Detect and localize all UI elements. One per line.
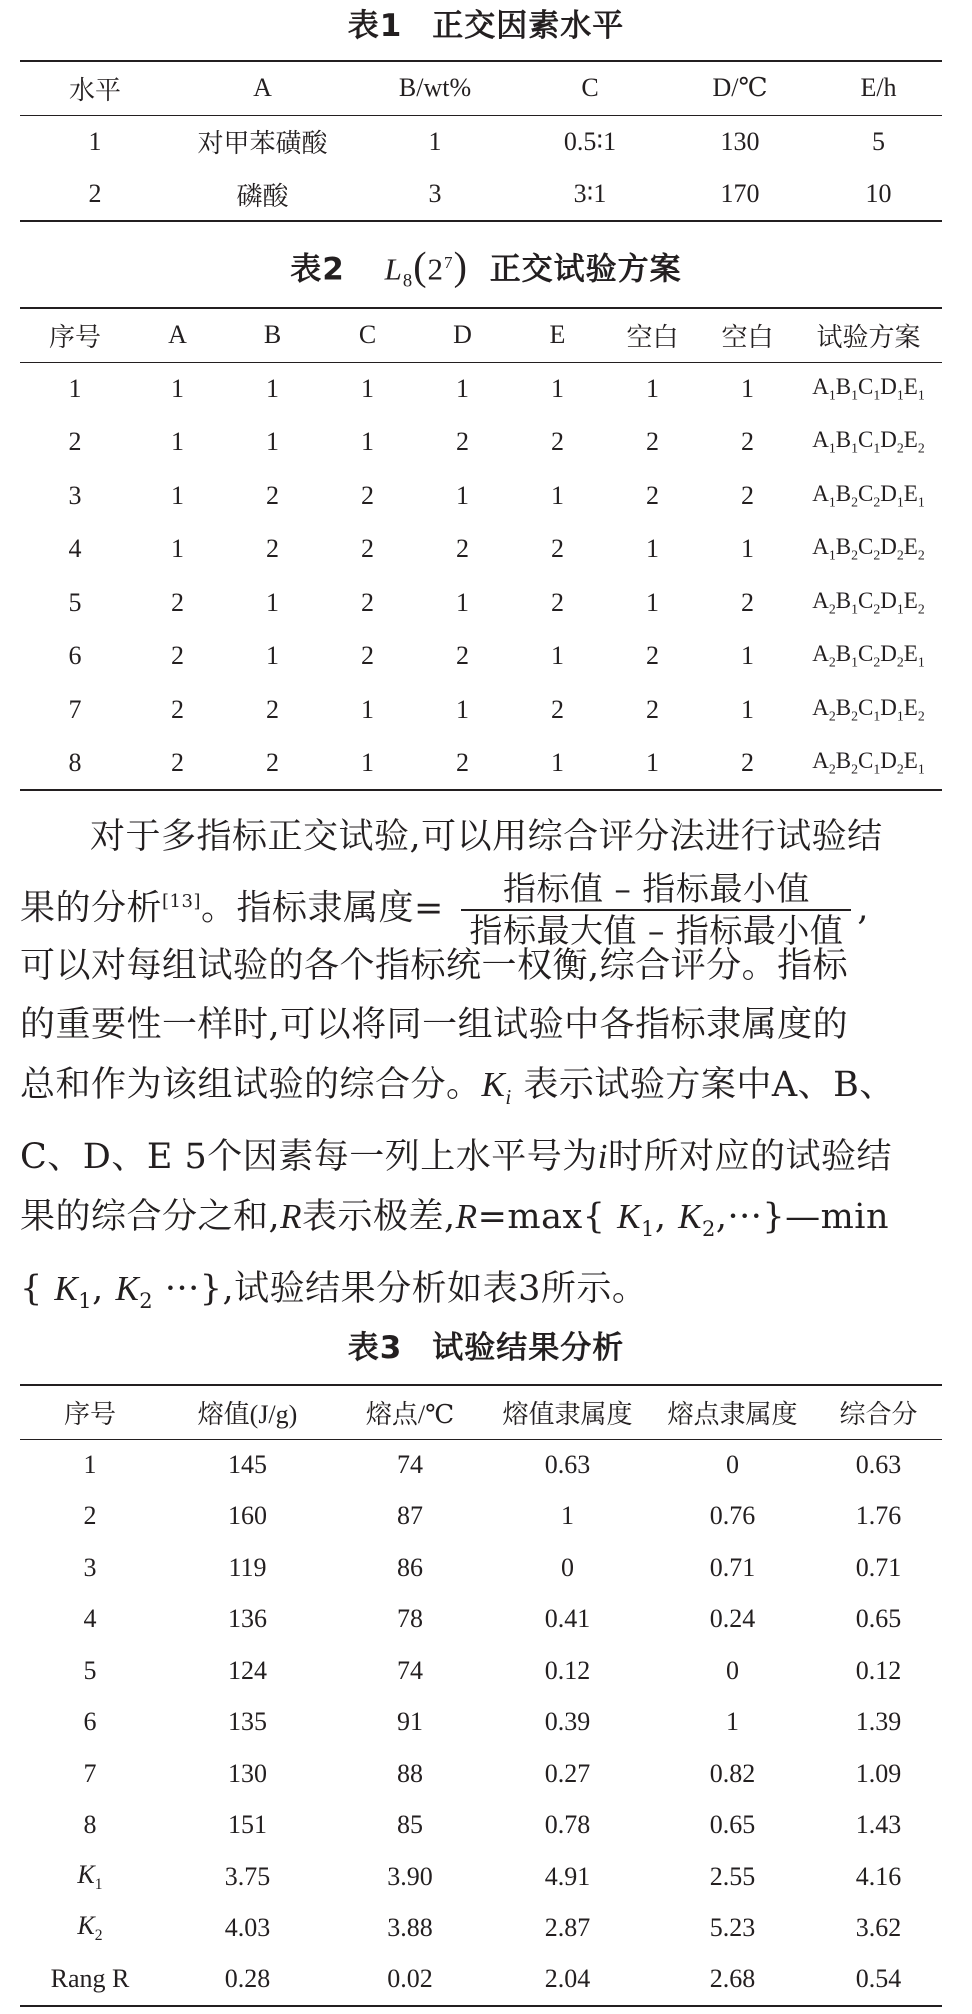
para-line-8: { $K_1$, $K_2$ ···},试验结果分析如表3所示。	[20, 1269, 648, 1313]
table3-k-row	[20, 1851, 942, 1903]
table2-cell: 1	[741, 641, 754, 671]
para-line-6: C、D、E 5个因素每一列上水平号为i时所对应的试验结	[20, 1137, 893, 1177]
table1-cell: 170	[720, 179, 760, 208]
table3-cell: 91	[397, 1707, 423, 1737]
table2-cell: 1	[456, 480, 469, 510]
table2-cell: 2	[266, 480, 279, 510]
table2	[20, 307, 942, 791]
table2-scheme-cell: $A_1B_1C_1D_2E_2$	[812, 427, 925, 457]
table2-header-cell: 试验方案	[816, 322, 921, 352]
table2-cell: 1	[456, 694, 469, 724]
table3-cell: 0.82	[709, 1758, 756, 1788]
table2-cell: 1	[551, 374, 564, 403]
table3-cell: 0.24	[709, 1604, 756, 1634]
table2-cell: 2	[646, 427, 659, 457]
table2-cell: 2	[361, 641, 374, 671]
table1-cell: 1	[428, 126, 442, 156]
table3-cell: 8	[83, 1810, 97, 1840]
table1-cell: 对甲苯磺酸	[197, 129, 328, 159]
table3-cell: 0	[726, 1655, 739, 1685]
table3-cell: 87	[397, 1501, 423, 1531]
table2-cell: 1	[646, 587, 659, 617]
table3-cell: 1	[726, 1707, 739, 1737]
table3-cell: 3.90	[387, 1861, 433, 1891]
table1-row	[20, 168, 942, 221]
table1-cell: 130	[720, 126, 760, 156]
table1-caption	[0, 6, 972, 46]
table1-header-cell: B/wt%	[398, 73, 472, 103]
table3-k-label: $K_2$	[77, 1911, 103, 1945]
table3-k-label: $K_1$	[77, 1859, 103, 1893]
table2-row	[20, 416, 942, 470]
table3-cell: 0.78	[544, 1810, 591, 1840]
table3-cell: 135	[228, 1707, 267, 1737]
table2-cell: 2	[741, 427, 754, 457]
table3-row	[20, 1800, 942, 1852]
table3-cell: 2.68	[709, 1964, 756, 1994]
table2-cell: 2	[551, 534, 564, 564]
table3-cell: 136	[228, 1604, 267, 1634]
table3-cell: 0.12	[855, 1655, 902, 1685]
table2-cell: 1	[551, 641, 564, 671]
table3-range-row	[20, 1954, 942, 2006]
table3-cell: 0.63	[544, 1450, 591, 1479]
table2-cell: 1	[68, 374, 82, 403]
table3-cell: 1.09	[855, 1758, 902, 1788]
table2-cell: 2	[68, 427, 82, 457]
table2-cell: 2	[456, 747, 469, 777]
table2-cell: 2	[646, 480, 659, 510]
table3-row	[20, 1439, 942, 1491]
table3-row	[20, 1594, 942, 1646]
table3-cell: 0.28	[224, 1964, 271, 1994]
table3-cell: 0.41	[544, 1604, 591, 1634]
table1-cell: 磷酸	[236, 181, 289, 211]
table2-scheme-cell: $A_1B_1C_1D_1E_1$	[812, 374, 925, 403]
table2-row	[20, 630, 942, 684]
table3-cell: 0.54	[855, 1964, 902, 1994]
table2-cell: 2	[171, 694, 184, 724]
table3-cell: 0.65	[855, 1604, 902, 1634]
table3-cell: 145	[228, 1450, 267, 1479]
table3-cell: 78	[397, 1604, 423, 1634]
table2-cell: 4	[68, 534, 82, 564]
table2-cell: 2	[456, 641, 469, 671]
table2-cell: 2	[171, 641, 184, 671]
para-line-1: 对于多指标正交试验,可以用综合评分法进行试验结	[90, 817, 883, 857]
table2-cell: 1	[361, 694, 374, 724]
table1-header-cell: E/h	[860, 73, 897, 103]
table2-row	[20, 523, 942, 577]
table3-cell: 2	[83, 1501, 97, 1531]
table2-cell: 2	[551, 694, 564, 724]
table3-cell: 4.91	[544, 1861, 591, 1891]
table2-cell: 1	[171, 374, 184, 403]
table2-cell: 7	[68, 694, 82, 724]
table2-cell: 2	[456, 427, 469, 457]
table1-title: 正交因素水平	[432, 8, 625, 44]
table2-design-symbol: $L_8(2^7)$	[384, 243, 468, 292]
table2-scheme-cell: $A_2B_1C_2D_2E_1$	[812, 641, 925, 671]
table3-cell: 88	[397, 1758, 423, 1788]
table2-cell: 1	[266, 374, 279, 403]
table1-cell: 0.5∶1	[563, 126, 617, 156]
table3-cell: 0.71	[855, 1552, 902, 1582]
table2-cell: 2	[361, 587, 374, 617]
table2-row	[20, 737, 942, 791]
table2-header-cell: E	[549, 320, 566, 350]
table1-cell: 3∶1	[573, 179, 607, 208]
table2-cell: 1	[361, 427, 374, 457]
table2-caption	[0, 243, 972, 302]
table1-header-row	[20, 61, 942, 115]
table2-cell: 2	[266, 747, 279, 777]
table3-k-row	[20, 1903, 942, 1955]
table2-cell: 2	[646, 641, 659, 671]
table3-cell: 2.87	[544, 1913, 591, 1943]
formula-numerator: 指标值 – 指标最小值	[461, 869, 851, 911]
table2-label: 表2	[290, 251, 345, 288]
table3-cell: 151	[228, 1810, 267, 1840]
table3-header-cell: 熔点/℃	[365, 1399, 455, 1429]
table2-cell: 2	[741, 587, 754, 617]
table2-cell: 2	[741, 747, 754, 777]
table2-cell: 1	[171, 534, 184, 564]
table3-cell: 0.63	[855, 1450, 902, 1479]
table3-cell: 1.43	[855, 1810, 902, 1840]
table2-cell: 1	[171, 427, 184, 457]
table2-cell: 2	[171, 747, 184, 777]
citation-ref: [13]	[162, 891, 201, 912]
table2-cell: 2	[741, 480, 754, 510]
table2-scheme-cell: $A_2B_1C_2D_1E_2$	[812, 587, 925, 617]
table3-cell: 0.12	[544, 1655, 591, 1685]
table3-cell: 130	[228, 1758, 267, 1788]
table2-cell: 1	[646, 534, 659, 564]
table2-cell: 5	[68, 587, 82, 617]
table3-header-cell: 综合分	[839, 1399, 918, 1429]
para-line-5: 总和作为该组试验的综合分。$K_i$ 表示试验方案中A、B、	[20, 1065, 895, 1109]
table3-cell: 160	[228, 1501, 267, 1531]
table2-header-cell: 序号	[48, 322, 101, 352]
table2-header-row	[20, 308, 942, 362]
table3-label: 表3	[347, 1330, 403, 1366]
para-line-4: 的重要性一样时,可以将同一组试验中各指标隶属度的	[20, 1005, 849, 1045]
table2-cell: 2	[266, 694, 279, 724]
table3-header-row	[20, 1385, 942, 1439]
table3-cell: 1.39	[855, 1707, 902, 1737]
table3-cell: 86	[397, 1552, 423, 1582]
table2-cell: 1	[646, 747, 659, 777]
table3-range-label: Rang R	[50, 1964, 130, 1994]
table3-cell: 2.04	[544, 1964, 591, 1994]
table2-cell: 1	[361, 374, 374, 403]
table2-header-cell: C	[358, 320, 377, 350]
table2-row	[20, 469, 942, 523]
table3-cell: 3.62	[855, 1913, 902, 1943]
table3-cell: 1	[561, 1501, 574, 1531]
table2-header-cell: 空白	[626, 322, 679, 352]
table3-row	[20, 1542, 942, 1594]
table2-cell: 2	[456, 534, 469, 564]
table3-cell: 0.02	[387, 1964, 433, 1994]
table3-header-cell: 熔值隶属度	[502, 1399, 633, 1429]
table2-scheme-cell: $A_2B_2C_1D_2E_1$	[812, 747, 925, 777]
table2-cell: 2	[551, 587, 564, 617]
table3-cell: 124	[228, 1655, 267, 1685]
table3-cell: 6	[83, 1707, 97, 1737]
table3-caption	[0, 1328, 972, 1368]
table3-header-cell: 熔点隶属度	[667, 1399, 798, 1429]
table3-row	[20, 1645, 942, 1697]
table3-cell: 3.75	[224, 1861, 271, 1891]
table2-scheme-cell: $A_1B_2C_2D_2E_2$	[812, 534, 925, 564]
table2-cell: 8	[68, 747, 82, 777]
table3-header-cell: 序号	[63, 1399, 116, 1429]
table2-cell: 1	[551, 480, 564, 510]
table1-cell: 1	[88, 126, 102, 156]
table2-cell: 1	[646, 374, 659, 403]
table2-row	[20, 576, 942, 630]
table1-header-cell: D/℃	[712, 73, 768, 103]
table1-header-cell: 水平	[68, 75, 121, 105]
analysis-paragraph	[20, 808, 942, 1331]
table3-cell: 85	[397, 1810, 423, 1840]
table2-cell: 2	[266, 534, 279, 564]
table3-cell: 0.76	[709, 1501, 756, 1531]
table3-cell: 0	[726, 1450, 739, 1479]
table2-cell: 2	[171, 587, 184, 617]
table1-cell: 5	[872, 126, 885, 156]
table3-row	[20, 1748, 942, 1800]
table3-cell: 0.39	[544, 1707, 591, 1737]
table3-cell: 5.23	[709, 1913, 756, 1943]
table3-row	[20, 1697, 942, 1749]
table3-row	[20, 1491, 942, 1543]
table2-cell: 1	[456, 587, 469, 617]
table2-cell: 6	[68, 641, 82, 671]
table2-cell: 1	[741, 694, 754, 724]
para-line-3: 可以对每组试验的各个指标统一权衡,综合评分。指标	[20, 946, 849, 986]
table3-cell: 0	[561, 1552, 574, 1582]
table3-cell: 5	[83, 1655, 97, 1685]
table2-cell: 1	[551, 747, 564, 777]
table1-header-cell: A	[253, 73, 272, 103]
table1	[20, 60, 942, 222]
table3-cell: 2.55	[709, 1861, 756, 1891]
table1-cell: 3	[428, 179, 442, 208]
table3-cell: 74	[397, 1655, 423, 1685]
table2-header-cell: D	[453, 320, 472, 350]
para-line-7: 果的综合分之和,R表示极差,R=max{ $K_1$, $K_2,\cdot\cdot\cdot\}—\min$	[20, 1197, 890, 1241]
formula-denominator: 指标最大值 – 指标最小值	[469, 911, 844, 951]
table1-cell: 2	[88, 179, 102, 208]
table2-cell: 2	[361, 534, 374, 564]
table3-cell: 4.03	[224, 1913, 271, 1943]
table2-cell: 3	[68, 480, 82, 510]
table2-cell: 2	[551, 427, 564, 457]
table2-row	[20, 362, 942, 416]
table1-cell: 10	[865, 179, 892, 208]
table2-cell: 1	[741, 374, 754, 403]
table2-cell: 1	[171, 480, 184, 510]
table2-cell: 1	[456, 374, 469, 403]
table2-cell: 1	[266, 641, 279, 671]
table2-scheme-cell: $A_1B_2C_2D_1E_1$	[812, 480, 925, 510]
table3	[20, 1384, 942, 2007]
table3-cell: 3	[83, 1552, 97, 1582]
table2-cell: 1	[266, 427, 279, 457]
table2-header-cell: 空白	[721, 322, 774, 352]
table3-title: 试验结果分析	[432, 1330, 625, 1366]
table3-cell: 74	[397, 1450, 423, 1479]
table3-cell: 0.27	[544, 1758, 591, 1788]
table2-cell: 2	[361, 480, 374, 510]
table2-scheme-cell: $A_2B_2C_1D_1E_2$	[812, 694, 925, 724]
table3-cell: 4	[83, 1604, 97, 1634]
table1-header-cell: C	[581, 73, 599, 103]
table3-cell: 3.88	[387, 1913, 433, 1943]
table3-header-cell: 熔值(J/g)	[197, 1399, 298, 1429]
table2-cell: 2	[646, 694, 659, 724]
table2-cell: 1	[741, 534, 754, 564]
table2-row	[20, 683, 942, 737]
table2-title: 正交试验方案	[489, 251, 682, 288]
table3-cell: 0.71	[709, 1552, 756, 1582]
table3-cell: 7	[83, 1758, 97, 1788]
table2-cell: 1	[361, 747, 374, 777]
table3-cell: 119	[228, 1552, 267, 1582]
table2-header-cell: B	[263, 320, 282, 350]
table2-cell: 1	[266, 587, 279, 617]
table2-header-cell: A	[168, 320, 187, 350]
table3-cell: 1.76	[855, 1501, 902, 1531]
table3-cell: 0.65	[709, 1810, 756, 1840]
table3-cell: 4.16	[855, 1861, 902, 1891]
table3-cell: 1	[83, 1450, 97, 1479]
table1-label: 表1	[347, 8, 403, 44]
table1-row	[20, 115, 942, 168]
para-line-2: 果的分析[13]。指标隶属度= $\frac{\text{指标值 – 指标最小值}}{\text{指标最大值 – 指标最小值}}$ ,	[20, 869, 870, 951]
